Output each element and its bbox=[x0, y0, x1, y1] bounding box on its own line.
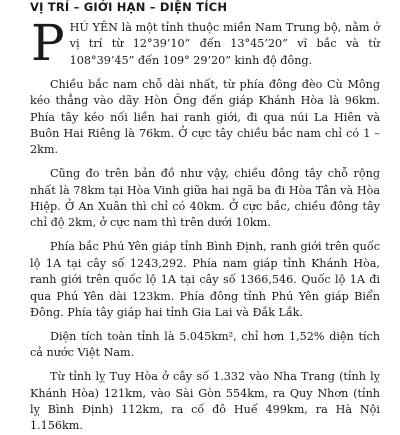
paragraph-area: Diện tích toàn tỉnh là 5.045km², chỉ hơn 1,52% diện tích cả nước Việt Nam. bbox=[30, 329, 380, 360]
intro-paragraph bbox=[30, 14, 380, 72]
paragraph-east-west-extent: Cũng đo trên bản đồ như vậy, chiều đông tây chỗ rộng nhất là 78km tại Hòa Vinh giữa hai ngã ba đi Hòa Tân và Hòa Hiệp. Ở An Xuân thì chỉ có 40km. Ở cực bắc, chiều đông tây chỉ độ 2km, ở cực nam thì trên dưới 10km. bbox=[30, 167, 380, 230]
intro-paragraph-text: HÚ YÊN là một tỉnh thuộc miền Nam Trung bộ, nằm ở vị trí từ 12°39’10” đến 13°45’20” vĩ bắc và từ 108°39’45” đến 109° 29’20” kinh độ đông. bbox=[69, 21, 380, 67]
paragraph-borders: Phía bắc Phú Yên giáp tỉnh Bình Định, ranh giới trên quốc lộ 1A tại cây số 1243,292. Phía nam giáp tỉnh Khánh Hòa, ranh giới trên quốc lộ 1A tại cây số 1366,546. Quốc lộ 1A đi qua Phú Yên dài 123km. Phía đông tỉnh Phú Yên giáp Biển Đông. Phía tây giáp hai tỉnh Gia Lai và Đắk Lắk. bbox=[30, 240, 380, 319]
dropcap-letter: P bbox=[31, 14, 65, 72]
paragraph-north-south-extent: Chiều bắc nam chỗ dài nhất, từ phía đông đèo Cù Mông kéo thẳng vào dãy Hòn Ông đến giáp Khánh Hòa là 96km. Phía tây kéo nối liền hai ranh giới, đi qua núi La Hiên và Buôn Hai Riêng là 76km. Ở cực tây chiều bắc nam chỉ có 1 – 2km. bbox=[30, 77, 380, 157]
section-heading: VỊ TRÍ – GIỚI HẠN – DIỆN TÍCH bbox=[30, 0, 228, 14]
paragraph-distances: Từ tỉnh lỵ Tuy Hòa ở cây số 1.332 vào Nha Trang (tỉnh lỵ Khánh Hòa) 121km, vào Sài Gòn 554km, ra Quy Nhơn (tỉnh lỵ Bình Định) 112km, ra cố đô Huế 499km, ra Hà Nội 1.156km. bbox=[30, 370, 380, 433]
